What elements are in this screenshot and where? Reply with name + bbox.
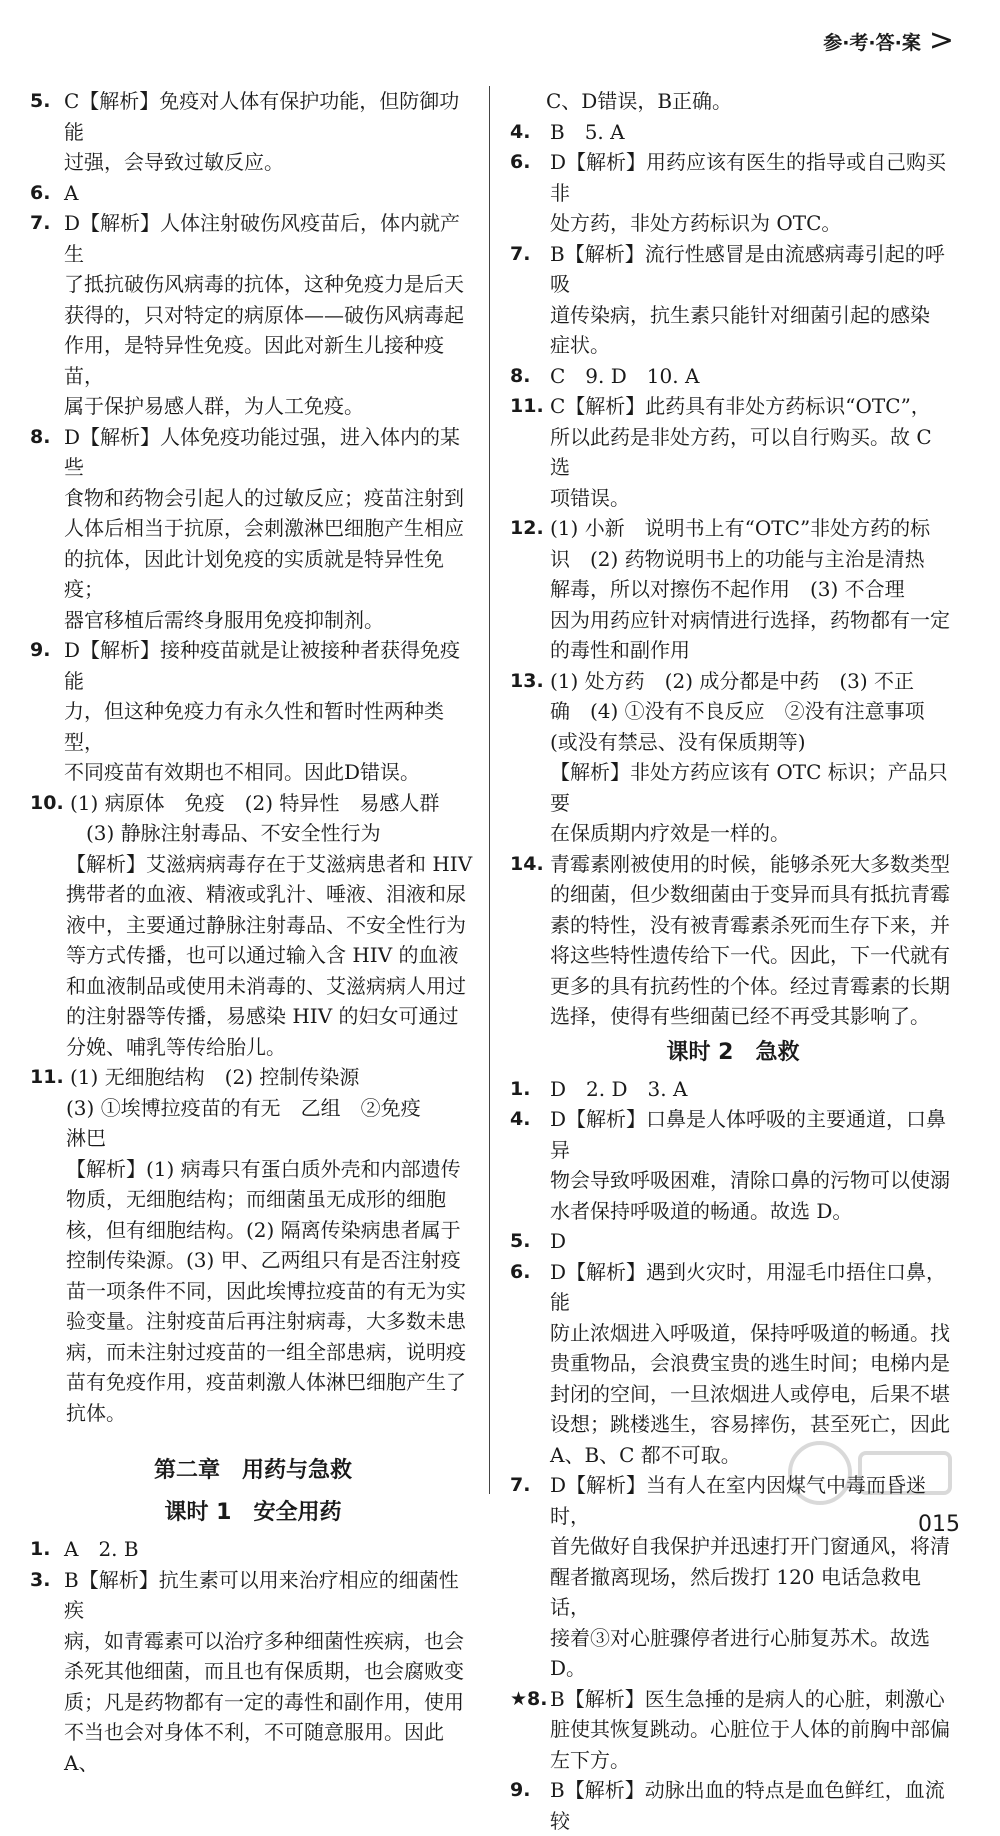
answer-item xyxy=(30,635,476,788)
text-line: A 2. B xyxy=(64,1537,139,1561)
text-line: 脏使其恢复跳动。心脏位于人体的前胸中部偏 xyxy=(550,1717,950,1741)
text-line: 淋巴 xyxy=(66,1126,106,1150)
text-line: 封闭的空间，一旦浓烟进人或停电，后果不堪 xyxy=(550,1381,950,1406)
lesson-title: 课时 1 安全用药 xyxy=(164,1500,342,1525)
text-line: 【解析】非处方药应该有 OTC 标识；产品只要 xyxy=(550,760,948,815)
text-line: B【解析】流行性感冒是由流感病毒引起的呼吸 xyxy=(550,241,945,296)
item-text xyxy=(550,1074,956,1105)
text-line: 解毒，所以对擦伤不起作用 (3) 不合理 xyxy=(550,577,905,601)
text-line: 接着③对心脏骤停者进行心肺复苏术。故选 D。 xyxy=(550,1625,930,1680)
item-text xyxy=(550,1226,956,1257)
answer-item xyxy=(30,1565,476,1779)
item-number: 5. xyxy=(510,1230,531,1252)
item-number: 8. xyxy=(510,364,531,387)
text-line: 的毒性和副作用 xyxy=(550,638,690,662)
text-line: 贵重物品，会浪费宝贵的逃生时间；电梯内是 xyxy=(550,1351,950,1375)
item-text xyxy=(64,208,476,422)
answer-item-11 xyxy=(30,1062,476,1093)
analysis-line: 携带者的血液、精液或乳汁、唾液、泪液和尿 xyxy=(66,882,466,906)
continuation-line: C、D错误，B正确。 xyxy=(546,89,733,113)
text-line: (3) 静脉注射毒品、不安全性行为 xyxy=(86,821,381,845)
item-number: 9. xyxy=(30,639,51,661)
item-number: 3. xyxy=(30,1568,51,1591)
text-line: A xyxy=(64,180,79,205)
item-number: 7. xyxy=(30,212,51,234)
text-line: D【解析】当有人在室内因煤气中毒而昏迷时， xyxy=(550,1473,927,1528)
item-text xyxy=(64,86,476,178)
text-line: 处方药，非处方药标识为 OTC。 xyxy=(550,211,842,235)
text-line: B【解析】医生急捶的是病人的心脏，刺激心 xyxy=(550,1686,945,1711)
item-number: 10. xyxy=(30,791,64,814)
analysis-line: 的注射器等传播，易感染 HIV 的妇女可通过 xyxy=(66,1004,459,1028)
text-line: (或没有禁忌、没有保质期等) xyxy=(550,729,806,754)
item-text xyxy=(64,178,476,209)
answer-item xyxy=(30,1534,476,1565)
item-number: 13. xyxy=(510,669,544,692)
text-line: 的抗体，因此计划免疫的实质就是特异性免疫； xyxy=(64,546,444,601)
text-line: 食物和药物会引起人的过敏反应；疫苗注射到 xyxy=(64,485,464,510)
text-line: 首先做好自我保护并迅速打开门窗通风，将清 xyxy=(550,1534,950,1558)
item-number: 5. xyxy=(30,90,51,112)
answer-item xyxy=(30,208,476,422)
text-line: 将这些特性遗传给下一代。因此，下一代就有 xyxy=(550,943,950,967)
text-line: 质；凡是药物都有一定的毒性和副作用，使用 xyxy=(64,1689,464,1714)
analysis-line: 物质，无细胞结构；而细菌虽无成形的细胞 xyxy=(66,1187,446,1211)
item-text xyxy=(550,1684,956,1776)
spacer xyxy=(30,1428,476,1450)
text-line: 左下方。 xyxy=(550,1747,630,1772)
text-line: 物会导致呼吸困难，清除口鼻的污物可以使溺 xyxy=(550,1168,950,1192)
analysis-line: 分娩、哺乳等传给胎儿。 xyxy=(66,1034,286,1059)
text-line: 水者保持呼吸道的畅通。故选 D。 xyxy=(550,1198,853,1223)
item-number: 12. xyxy=(510,517,544,539)
text-line: 人体后相当于抗原，会刺激淋巴细胞产生相应 xyxy=(64,516,464,540)
text-line: D【解析】口鼻是人体呼吸的主要通道，口鼻异 xyxy=(550,1107,947,1162)
item-number: 11. xyxy=(510,395,544,417)
text-line: (1) 无细胞结构 (2) 控制传染源 xyxy=(70,1065,360,1089)
text-line: 不同疫苗有效期也不相同。因此D错误。 xyxy=(64,760,421,784)
item-text xyxy=(70,788,476,819)
text-line: 道传染病，抗生素只能针对细菌引起的感染 xyxy=(550,302,930,327)
item-text xyxy=(550,361,956,392)
text-line: 所以此药是非处方药，可以自行购买。故 C 选 xyxy=(550,424,932,479)
answer-item xyxy=(30,422,476,636)
answer-item xyxy=(510,513,956,666)
text-line: B【解析】动脉出血的特点是血色鲜红，血流较 xyxy=(550,1778,945,1833)
text-line: D【解析】用药应该有医生的指导或自己购买非 xyxy=(550,150,947,205)
item-number: 14. xyxy=(510,852,544,875)
analysis-line: 苗一项条件不同，因此埃博拉疫苗的有无为实 xyxy=(66,1278,466,1303)
item-text xyxy=(64,1534,476,1565)
text-line: 防止浓烟进入呼吸道，保持呼吸道的畅通。找 xyxy=(550,1320,950,1345)
item-text xyxy=(64,1565,476,1779)
answer-item xyxy=(510,117,956,148)
text-line: 选择，使得有些细菌已经不再受其影响了。 xyxy=(550,1004,930,1028)
lesson-title: 课时 2 急救 xyxy=(666,1039,800,1065)
answer-item xyxy=(510,849,956,1032)
text-line: 不当也会对身体不利，不可随意服用。因此 A、 xyxy=(64,1720,444,1775)
header-title: 参·考·答·案 xyxy=(823,31,921,54)
right-column xyxy=(510,86,956,1836)
chapter-title: 第二章 用药与急救 xyxy=(153,1458,352,1483)
item-text xyxy=(550,239,956,361)
item-number: 4. xyxy=(510,1108,531,1130)
text-line: (3) ①埃博拉疫苗的有无 乙组 ②免疫 xyxy=(66,1095,421,1120)
analysis-line: 核，但有细胞结构。(2) 隔离传染病患者属于 xyxy=(66,1217,461,1242)
text-line: 了抵抗破伤风病毒的抗体，这种免疫力是后天 xyxy=(64,272,464,296)
text-line: D【解析】接种疫苗就是让被接种者获得免疫能 xyxy=(64,638,461,693)
item-text xyxy=(64,635,476,788)
item-text xyxy=(550,1104,956,1226)
text-line: C【解析】此药具有非处方药标识“OTC”， xyxy=(550,394,931,418)
text-line: C 9. D 10. A xyxy=(550,363,700,388)
text-line: 设想；跳楼逃生，容易摔伤，甚至死亡，因此 xyxy=(550,1412,950,1436)
text-line: 作用，是特异性免疫。因此对新生儿接种疫苗， xyxy=(64,333,444,388)
text-line: 确 (4) ①没有不良反应 ②没有注意事项 xyxy=(550,699,925,723)
answer-item xyxy=(30,178,476,209)
text-line: D【解析】人体免疫功能过强，进入体内的某些 xyxy=(64,424,461,479)
analysis-line: 【解析】艾滋病病毒存在于艾滋病患者和 HIV xyxy=(66,851,473,876)
item-text xyxy=(550,117,956,148)
analysis-line: 抗体。 xyxy=(66,1400,126,1425)
left-column xyxy=(30,86,476,1778)
item-text xyxy=(70,1062,476,1093)
watermark-logo xyxy=(780,1433,960,1513)
text-line: D【解析】人体注射破伤风疫苗后，体内就产生 xyxy=(64,211,461,266)
answer-item-10 xyxy=(30,788,476,819)
item-text xyxy=(550,513,956,666)
analysis-line: 【解析】(1) 病毒只有蛋白质外壳和内部遗传 xyxy=(66,1156,461,1181)
text-line: A、B、C 都不可取。 xyxy=(550,1442,741,1467)
item-text xyxy=(550,147,956,239)
answer-item xyxy=(510,1226,956,1257)
text-line: 病，如青霉素可以治疗多种细菌性疾病，也会 xyxy=(64,1628,464,1653)
answer-item xyxy=(510,239,956,361)
text-line: 醒者撤离现场，然后拨打 120 电话急救电话， xyxy=(550,1564,921,1619)
text-line: C【解析】免疫对人体有保护功能，但防御功能 xyxy=(64,89,460,144)
text-line: 因为用药应针对病情进行选择，药物都有一定 xyxy=(550,607,950,632)
item-number: 1. xyxy=(30,1538,51,1560)
text-line: 更多的具有抗药性的个体。经过青霉素的长期 xyxy=(550,973,950,998)
text-line: 力，但这种免疫力有永久性和暂时性两种类型， xyxy=(64,699,444,754)
item-text xyxy=(550,1775,956,1836)
item-number: 11. xyxy=(30,1066,64,1088)
text-line: (1) 小新 说明书上有“OTC”非处方药的标 xyxy=(550,516,931,540)
answer-item xyxy=(510,1775,956,1836)
item-number: 7. xyxy=(510,242,531,265)
item-number: 8. xyxy=(30,425,51,448)
text-line: D xyxy=(550,1229,567,1253)
text-line: D 2. D 3. A xyxy=(550,1076,688,1101)
text-line: 获得的，只对特定的病原体——破伤风病毒起 xyxy=(64,302,464,327)
answer-item xyxy=(510,1684,956,1776)
text-line: 在保质期内疗效是一样的。 xyxy=(550,821,790,845)
text-line: 属于保护易感人群，为人工免疫。 xyxy=(64,394,364,418)
answer-item xyxy=(30,86,476,178)
text-line: B 5. A xyxy=(550,119,625,144)
item-number: ★8. xyxy=(510,1687,548,1710)
item-number: 1. xyxy=(510,1077,531,1100)
answer-item xyxy=(510,361,956,392)
text-line: 项错误。 xyxy=(550,485,630,510)
answer-item xyxy=(510,1074,956,1105)
analysis-line: 病，而未注射过疫苗的一组全部患病，说明疫 xyxy=(66,1339,466,1364)
text-line: 青霉素刚被使用的时候，能够杀死大多数类型 xyxy=(550,851,950,876)
analysis-line: 等方式传播，也可以通过输入含 HIV 的血液 xyxy=(66,943,459,967)
text-line: D【解析】遇到火灾时，用湿毛巾捂住口鼻，能 xyxy=(550,1259,947,1314)
text-line: 过强，会导致过敏反应。 xyxy=(64,150,284,174)
text-line: 杀死其他细菌，而且也有保质期，也会腐败变 xyxy=(64,1659,464,1683)
answer-item xyxy=(510,1104,956,1226)
page-header xyxy=(823,23,954,58)
text-line: 器官移植后需终身服用免疫抑制剂。 xyxy=(64,607,384,632)
answer-item xyxy=(510,147,956,239)
text-line: 症状。 xyxy=(550,333,610,357)
item-number: 7. xyxy=(510,1474,531,1496)
analysis-line: 验变量。注射疫苗后再注射病毒，大多数未患 xyxy=(66,1309,466,1333)
item-text xyxy=(550,849,956,1032)
item-number: 6. xyxy=(30,181,51,204)
answer-item xyxy=(510,666,956,849)
text-line: 识 (2) 药物说明书上的功能与主治是清热 xyxy=(550,546,925,571)
item-number: 6. xyxy=(510,1260,531,1283)
text-line: 的细菌，但少数细菌由于变异而具有抵抗青霉 xyxy=(550,882,950,906)
item-text xyxy=(550,391,956,513)
answer-item xyxy=(510,391,956,513)
item-text xyxy=(64,422,476,636)
item-number: 9. xyxy=(510,1779,531,1801)
page-number: 015 xyxy=(918,1512,960,1537)
text-line: (1) 处方药 (2) 成分都是中药 (3) 不正 xyxy=(550,668,915,693)
text-line: (1) 病原体 免疫 (2) 特异性 易感人群 xyxy=(70,790,440,815)
item-number: 6. xyxy=(510,151,531,173)
text-line: B【解析】抗生素可以用来治疗相应的细菌性疾 xyxy=(64,1567,459,1622)
column-divider xyxy=(489,86,490,1494)
analysis-line: 控制传染源。(3) 甲、乙两组只有是否注射疫 xyxy=(66,1248,461,1272)
analysis-line: 和血液制品或使用未消毒的、艾滋病病人用过 xyxy=(66,973,466,998)
text-line: 素的特性，没有被青霉素杀死而生存下来，并 xyxy=(550,912,950,937)
analysis-line: 苗有免疫作用，疫苗刺激人体淋巴细胞产生了 xyxy=(66,1370,466,1394)
chevron-right-icon: > xyxy=(928,23,954,58)
analysis-line: 液中，主要通过静脉注射毒品、不安全性行为 xyxy=(66,912,466,937)
item-text xyxy=(550,666,956,849)
item-number: 4. xyxy=(510,120,531,143)
